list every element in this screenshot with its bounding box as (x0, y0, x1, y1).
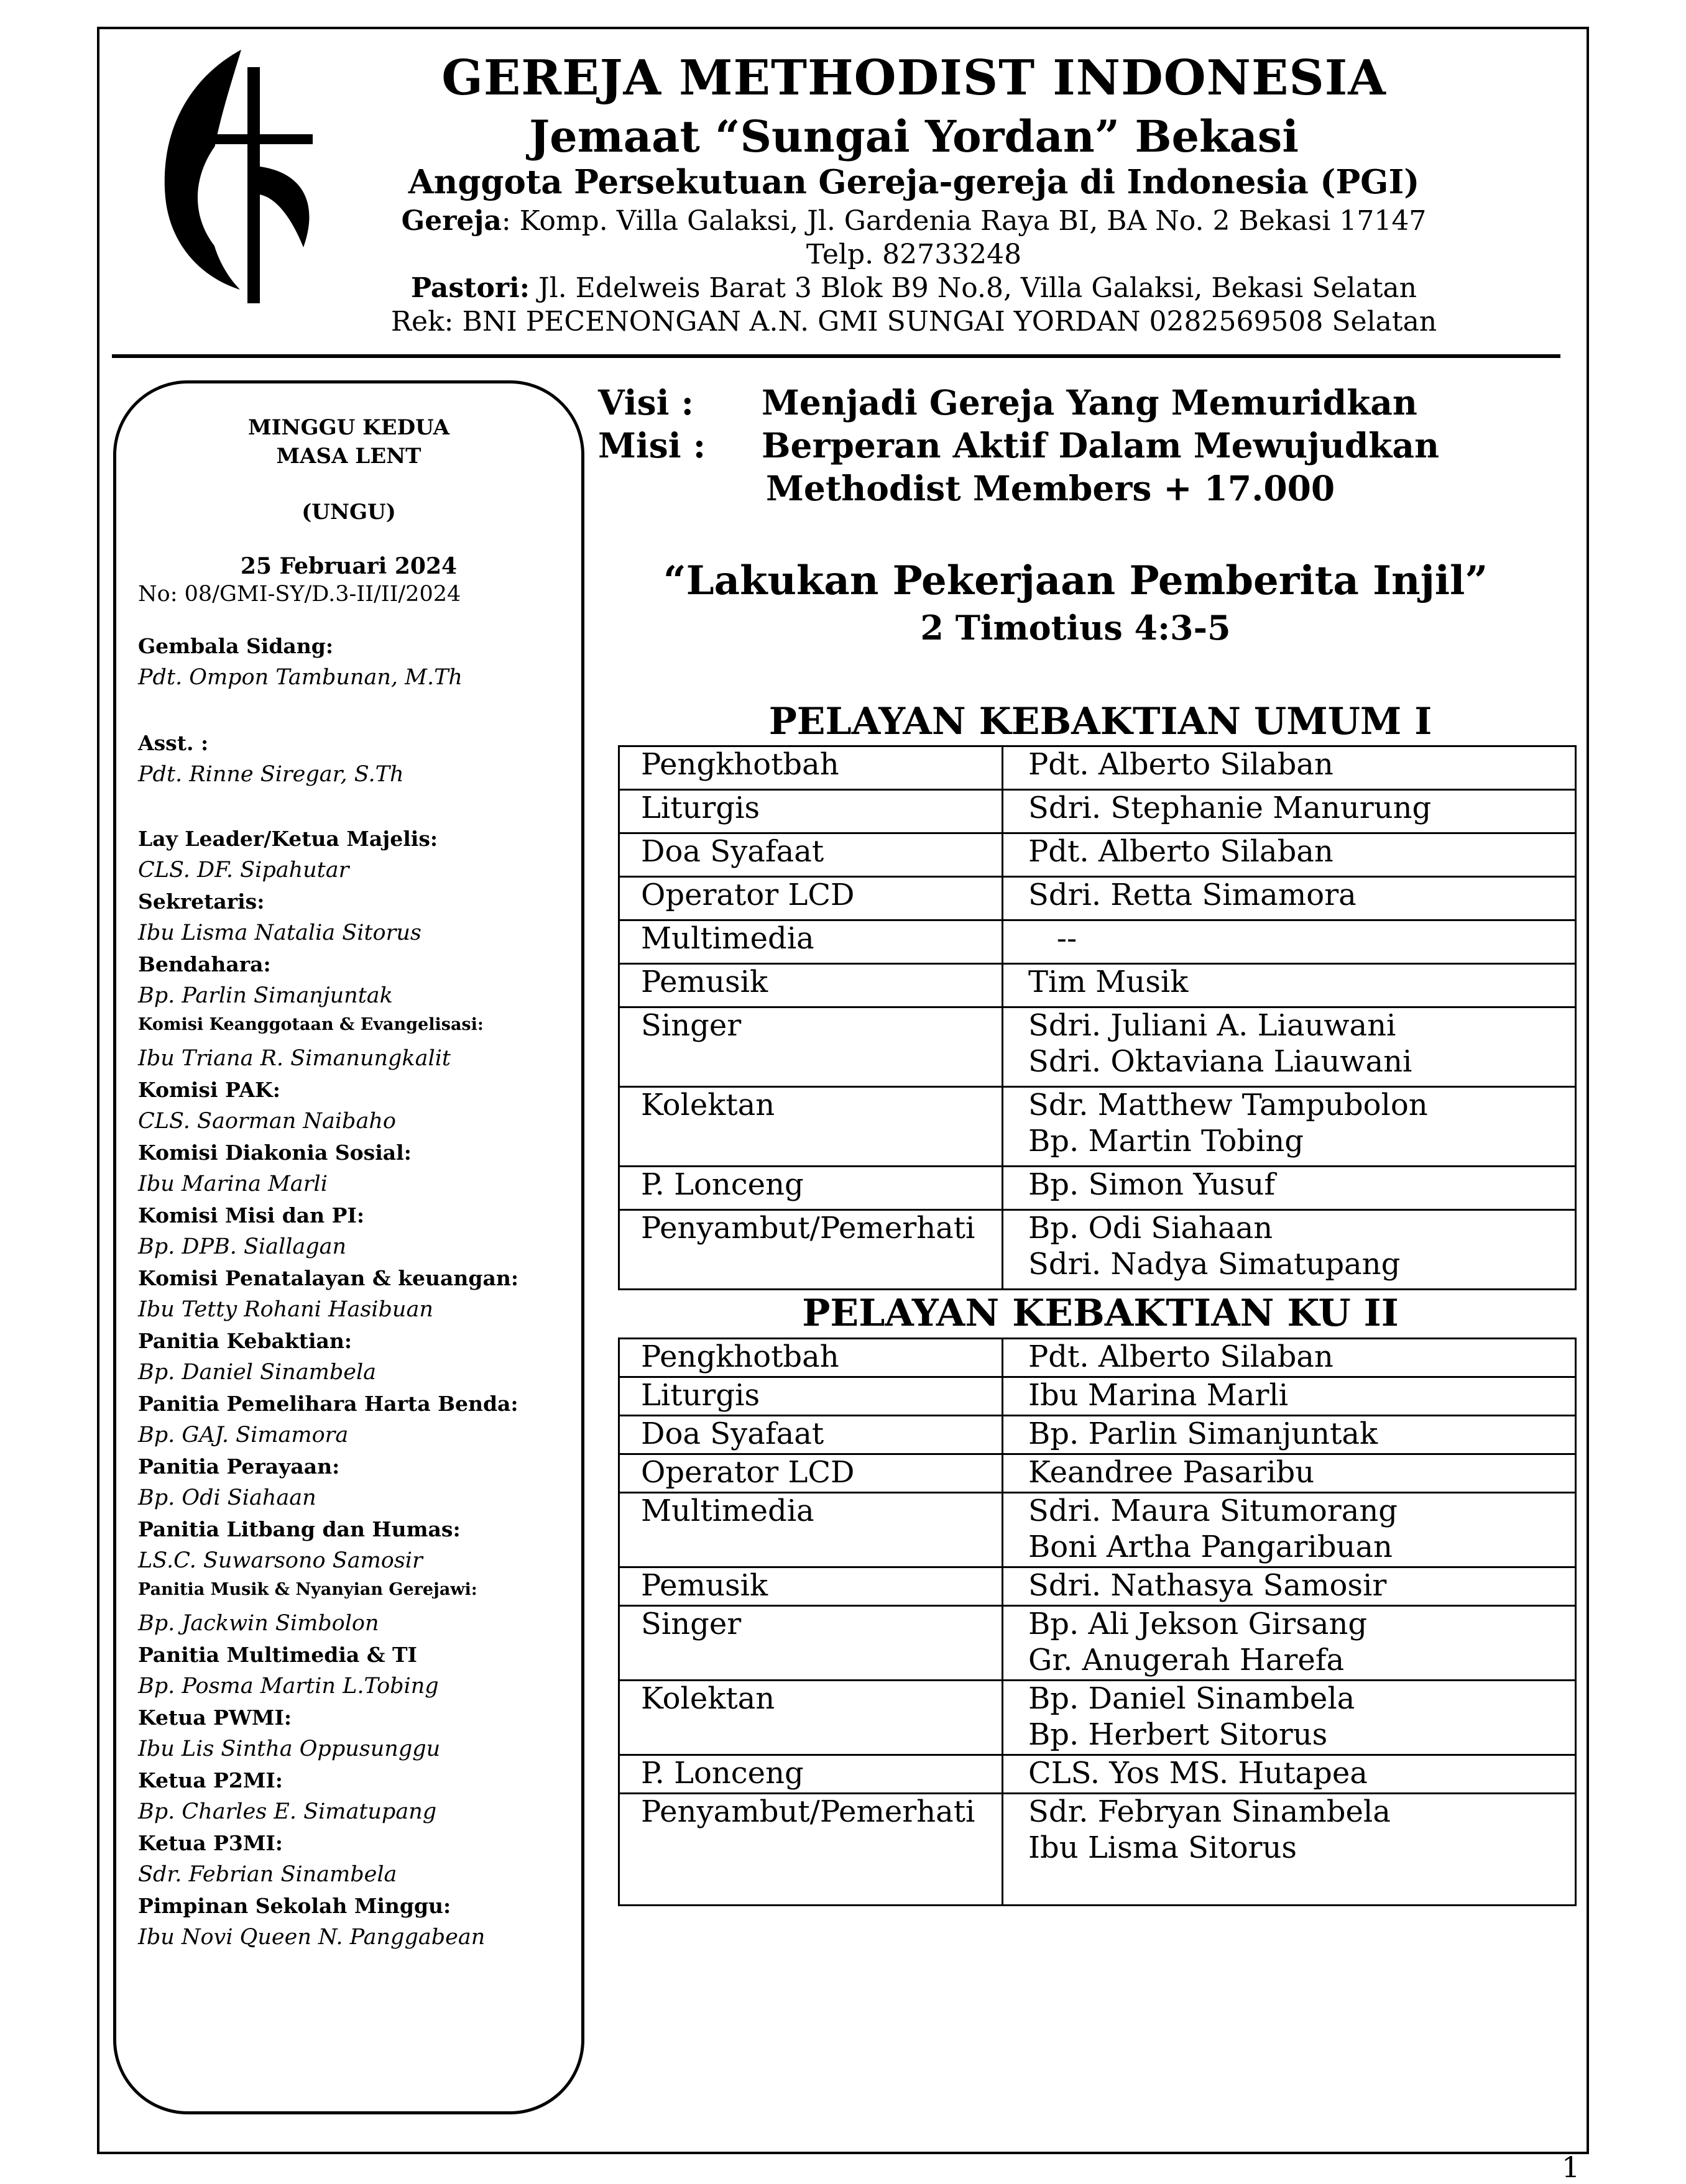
service-row (619, 877, 1576, 920)
service-assignees (1003, 1794, 1576, 1906)
phone-number: Telp. 82733248 (806, 239, 1022, 270)
assignee-name: Sdri. Nadya Simatupang (1028, 1246, 1401, 1282)
service-role: Penyambut/Pemerhati (619, 1794, 1003, 1906)
assignee-name: Bp. Ali Jekson Girsang (1028, 1607, 1368, 1641)
officer-role: Ketua PWMI: (138, 1705, 292, 1730)
officer-name: Bp. Posma Martin L.Tobing (138, 1674, 439, 1699)
officer-role: Komisi Keanggotaan & Evangelisasi: (138, 1015, 484, 1034)
service-row (619, 790, 1576, 833)
header-divider (112, 354, 1560, 358)
service-row (619, 1210, 1576, 1290)
service-assignees (1003, 1339, 1576, 1377)
assignee-name: Bp. Odi Siahaan (1028, 1211, 1273, 1246)
theme-title: “Lakukan Pekerjaan Pemberita Injil” (663, 557, 1488, 604)
service-assignees (1003, 1167, 1576, 1210)
service-assignees (1003, 1377, 1576, 1416)
service-assignees (1003, 1681, 1576, 1755)
sidebar-liturgical-color: (UNGU) (302, 500, 396, 525)
assignee-name: Sdri. Juliani A. Liauwani (1028, 1008, 1396, 1043)
service-role: Pemusik (619, 964, 1003, 1007)
service-row (619, 1493, 1576, 1567)
service-assignees (1003, 833, 1576, 877)
service-assignees (1003, 964, 1576, 1007)
sidebar-season: MASA LENT (276, 444, 422, 469)
officer-role: Panitia Perayaan: (138, 1454, 340, 1479)
service-role: Singer (619, 1606, 1003, 1681)
officer-name: LS.C. Suwarsono Samosir (138, 1548, 423, 1573)
congregation-name: Jemaat “Sungai Yordan” Bekasi (529, 111, 1299, 162)
service-assignees (1003, 1087, 1576, 1167)
membership-line: Anggota Persekutuan Gereja-gereja di Indonesia (PGI) (408, 163, 1420, 201)
service-assignees (1003, 1606, 1576, 1681)
assignee-name: CLS. Yos MS. Hutapea (1028, 1756, 1368, 1791)
service-assignees (1003, 877, 1576, 920)
misi-label: Misi : (598, 425, 706, 466)
officer-role: Panitia Kebaktian: (138, 1329, 352, 1353)
officer-name: Bp. Charles E. Simatupang (138, 1799, 437, 1824)
officer-role: Komisi Penatalayan & keuangan: (138, 1266, 519, 1290)
assignee-name: Ibu Lisma Sitorus (1028, 1830, 1297, 1865)
service-row (619, 1007, 1576, 1087)
service-row (619, 1167, 1576, 1210)
service-row (619, 1606, 1576, 1681)
sidebar-date: 25 Februari 2024 (240, 553, 458, 579)
officer-role: Panitia Musik & Nyanyian Gerejawi: (138, 1580, 477, 1599)
officer-role: Lay Leader/Ketua Majelis: (138, 827, 438, 851)
service-row (619, 1087, 1576, 1167)
assignee-name: Sdr. Matthew Tampubolon (1028, 1088, 1428, 1122)
officer-name: CLS. Saorman Naibaho (138, 1109, 396, 1134)
officer-name: Ibu Triana R. Simanungkalit (138, 1046, 451, 1071)
assignee-name: Pdt. Alberto Silaban (1028, 834, 1334, 869)
assignee-name: Bp. Martin Tobing (1028, 1123, 1304, 1159)
parsonage-address: Pastori: Jl. Edelweis Barat 3 Blok B9 No.8, Villa Galaksi, Bekasi Selatan (411, 272, 1417, 304)
service-role: Kolektan (619, 1087, 1003, 1167)
officer-role: Ketua P2MI: (138, 1768, 283, 1792)
misi-text-2: Methodist Members + 17.000 (766, 468, 1335, 508)
service-role: Pengkhotbah (619, 1339, 1003, 1377)
assignee-name: Pdt. Alberto Silaban (1028, 1339, 1334, 1374)
service-role: Multimedia (619, 920, 1003, 964)
officer-name: Bp. GAJ. Simamora (138, 1423, 349, 1448)
service-row (619, 1567, 1576, 1606)
service-role: Doa Syafaat (619, 1416, 1003, 1454)
officer-role: Komisi PAK: (138, 1078, 280, 1102)
service-role: Doa Syafaat (619, 833, 1003, 877)
service-2-table (618, 1337, 1577, 1906)
service-role: Penyambut/Pemerhati (619, 1210, 1003, 1290)
service-row (619, 1454, 1576, 1493)
service-row (619, 1339, 1576, 1377)
theme-verse: 2 Timotius 4:3-5 (920, 608, 1231, 648)
officer-name: Pdt. Rinne Siregar, S.Th (138, 762, 404, 787)
officer-role: Panitia Multimedia & TI (138, 1643, 417, 1667)
service-row (619, 746, 1576, 790)
officer-name: Pdt. Ompon Tambunan, M.Th (138, 665, 463, 690)
assignee-name: Sdri. Maura Situmorang (1028, 1493, 1398, 1528)
service-role: Operator LCD (619, 1454, 1003, 1493)
assignee-name: Boni Artha Pangaribuan (1028, 1529, 1393, 1564)
officer-name: Ibu Lisma Natalia Sitorus (138, 920, 422, 945)
service-assignees (1003, 1567, 1576, 1606)
visi-text: Menjadi Gereja Yang Memuridkan (762, 382, 1417, 423)
officer-role: Pimpinan Sekolah Minggu: (138, 1894, 451, 1918)
officer-name: Ibu Tetty Rohani Hasibuan (138, 1297, 433, 1322)
officer-name: Bp. Daniel Sinambela (138, 1360, 377, 1385)
service-1-title: PELAYAN KEBAKTIAN UMUM I (768, 700, 1432, 743)
service-role: Pengkhotbah (619, 746, 1003, 790)
officer-role: Sekretaris: (138, 889, 265, 914)
service-assignees (1003, 1755, 1576, 1794)
assignee-name: Sdr. Febryan Sinambela (1028, 1794, 1391, 1829)
service-assignees (1003, 1210, 1576, 1290)
bank-account: Rek: BNI PECENONGAN A.N. GMI SUNGAI YORDAN 0282569508 Selatan (390, 306, 1437, 337)
service-role: Singer (619, 1007, 1003, 1087)
officer-name: Bp. DPB. Siallagan (138, 1234, 347, 1259)
assignee-name: Sdri. Oktaviana Liauwani (1028, 1044, 1412, 1079)
service-assignees (1003, 1454, 1576, 1493)
assignee-name: Sdri. Nathasya Samosir (1028, 1568, 1387, 1603)
assignee-name: Bp. Simon Yusuf (1028, 1167, 1276, 1202)
service-role: P. Lonceng (619, 1755, 1003, 1794)
officer-role: Gembala Sidang: (138, 634, 334, 658)
service-role: Operator LCD (619, 877, 1003, 920)
assignee-name: Keandree Pasaribu (1028, 1455, 1315, 1490)
officer-role: Panitia Pemelihara Harta Benda: (138, 1392, 518, 1416)
assignee-name: Bp. Herbert Sitorus (1028, 1717, 1328, 1752)
service-role: Pemusik (619, 1567, 1003, 1606)
assignee-name: Ibu Marina Marli (1028, 1378, 1289, 1413)
assignee-name: Sdri. Stephanie Manurung (1028, 791, 1432, 825)
officer-name: Bp. Odi Siahaan (138, 1485, 316, 1510)
assignee-name: Pdt. Alberto Silaban (1028, 747, 1334, 782)
service-assignees (1003, 1416, 1576, 1454)
sidebar-week: MINGGU KEDUA (247, 415, 450, 440)
service-role: Liturgis (619, 790, 1003, 833)
service-1-table (618, 745, 1577, 1290)
service-assignees (1003, 1493, 1576, 1567)
officer-name: Bp. Jackwin Simbolon (138, 1611, 379, 1636)
officer-name: Ibu Novi Queen N. Panggabean (138, 1925, 486, 1950)
officer-role: Asst. : (138, 731, 209, 755)
service-role: Multimedia (619, 1493, 1003, 1567)
service-assignees (1003, 920, 1576, 964)
officer-role: Komisi Misi dan PI: (138, 1203, 365, 1227)
service-assignees (1003, 1007, 1576, 1087)
service-row (619, 964, 1576, 1007)
service-row (619, 920, 1576, 964)
officer-role: Ketua P3MI: (138, 1831, 283, 1855)
service-role: Liturgis (619, 1377, 1003, 1416)
service-assignees (1003, 746, 1576, 790)
service-row (619, 1416, 1576, 1454)
service-row (619, 1755, 1576, 1794)
officer-role: Bendahara: (138, 952, 271, 976)
officer-name: Sdr. Febrian Sinambela (138, 1862, 397, 1887)
assignee-name: Sdri. Retta Simamora (1028, 878, 1357, 912)
sidebar-doc-number: No: 08/GMI-SY/D.3-II/II/2024 (138, 582, 461, 607)
service-row (619, 1377, 1576, 1416)
service-assignees (1003, 790, 1576, 833)
misi-text-1: Berperan Aktif Dalam Mewujudkan (762, 425, 1440, 466)
page-number: 1 (1562, 2150, 1580, 2184)
service-row (619, 833, 1576, 877)
service-role: Kolektan (619, 1681, 1003, 1755)
officer-role: Komisi Diakonia Sosial: (138, 1140, 412, 1165)
service-row (619, 1794, 1576, 1906)
service-row (619, 1681, 1576, 1755)
assignee-name: -- (1028, 921, 1077, 956)
visi-label: Visi : (598, 382, 694, 423)
assignee-name: Bp. Parlin Simanjuntak (1028, 1416, 1378, 1451)
officer-name: CLS. DF. Sipahutar (138, 858, 349, 883)
officer-role: Panitia Litbang dan Humas: (138, 1517, 461, 1541)
service-role: P. Lonceng (619, 1167, 1003, 1210)
service-2-title: PELAYAN KEBAKTIAN KU II (802, 1292, 1399, 1335)
officer-name: Ibu Lis Sintha Oppusunggu (138, 1737, 441, 1761)
officer-name: Ibu Marina Marli (138, 1172, 328, 1196)
assignee-name: Tim Musik (1028, 965, 1189, 999)
assignee-name: Gr. Anugerah Harefa (1028, 1642, 1345, 1677)
church-name: GEREJA METHODIST INDONESIA (441, 50, 1386, 106)
assignee-name: Bp. Daniel Sinambela (1028, 1681, 1355, 1716)
officer-name: Bp. Parlin Simanjuntak (138, 983, 393, 1008)
church-address: Gereja: Komp. Villa Galaksi, Jl. Gardenia Raya BI, BA No. 2 Bekasi 17147 (401, 205, 1427, 237)
